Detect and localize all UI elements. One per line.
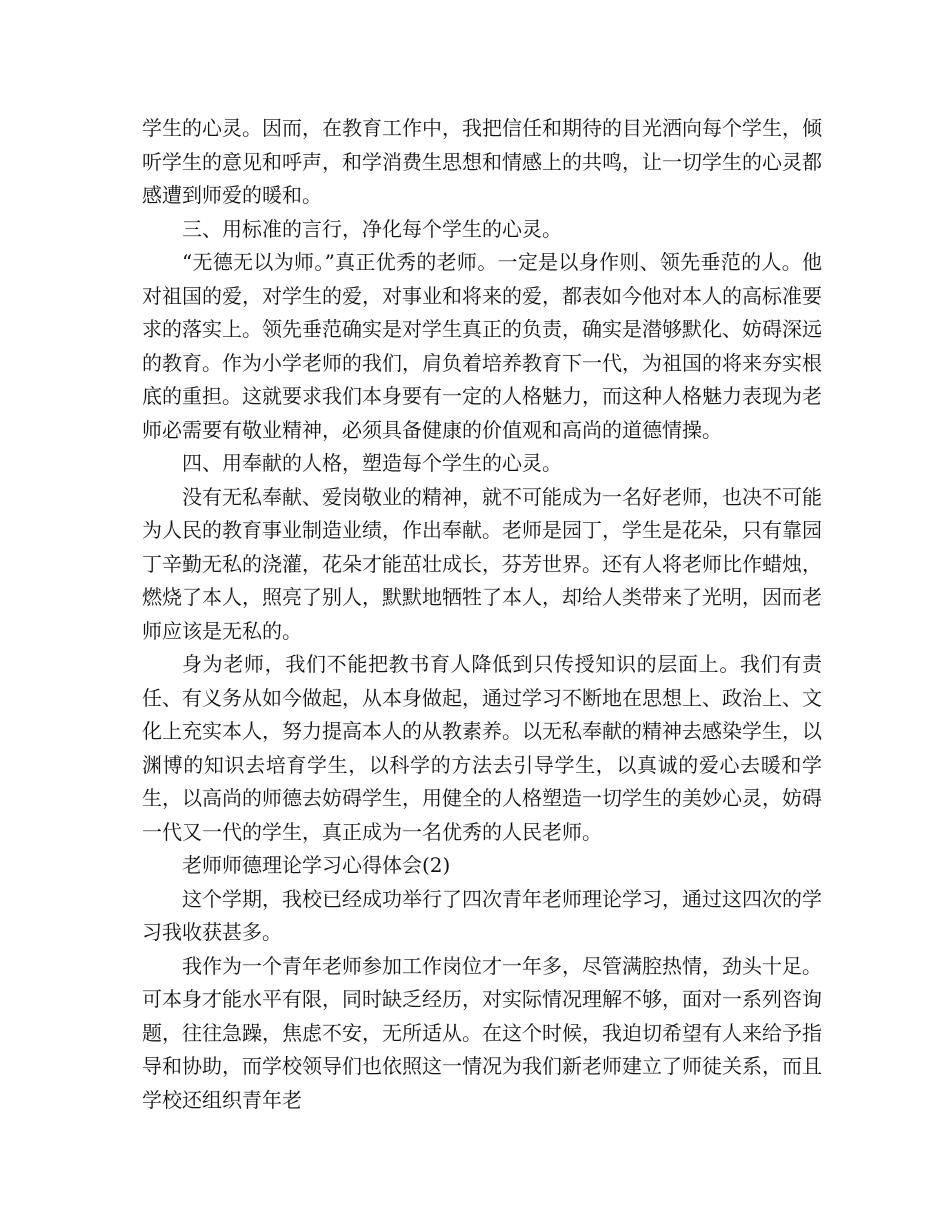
paragraph: “无德无以为师。”真正优秀的老师。一定是以身作则、领先垂范的人。他对祖国的爱，对学生的爱，对事业和将来的爱，都表如今他对本人的高标准要求的落实上。领先垂范确实是对学生真正的负责，确实是潜够默化、妨碍深远的教育。作为小学老师的我们，肩负着培养教育下一代，为祖国的将来夯实根底的重担。这就要求我们本身要有一定的人格魅力，而这种人格魅力表现为老师必需要有敬业精神，必须具备健康的价值观和高尚的道德情操。 [142, 250, 822, 442]
paragraph: 没有无私奉献、爱岗敬业的精神，就不可能成为一名好老师，也决不可能为人民的教育事业制造业绩，作出奉献。老师是园丁，学生是花朵，只有靠园丁辛勤无私的浇灌，花朵才能茁壮成长，芬芳世界。还有人将老师比作蜡烛，燃烧了本人，照亮了别人，默默地牺牲了本人，却给人类带来了光明，因而老师应该是无私的。 [142, 484, 822, 643]
paragraph: 学生的心灵。因而，在教育工作中，我把信任和期待的目光洒向每个学生，倾听学生的意见和呼声，和学消费生思想和情感上的共鸣，让一切学生的心灵都感遭到师爱的暖和。 [142, 116, 822, 207]
section-heading: 三、用标准的言行，净化每个学生的心灵。 [182, 216, 562, 241]
paragraph: 身为老师，我们不能把教书育人降低到只传授知识的层面上。我们有责任、有义务从如今做起，从本身做起，通过学习不断地在思想上、政治上、文化上充实本人，努力提高本人的从教素养。以无私奉献的精神去感染学生，以渊博的知识去培育学生，以科学的方法去引导学生，以真诚的爱心去暖和学生，以高尚的师德去妨碍学生，用健全的人格塑造一切学生的美妙心灵，妨碍一代又一代的学生，真正成为一名优秀的人民老师。 [142, 652, 822, 844]
article-subtitle: 老师师德理论学习心得体会(2) [182, 853, 451, 877]
paragraph: 我作为一个青年老师参加工作岗位才一年多，尽管满腔热情，劲头十足。可本身才能水平有限，同时缺乏经历，对实际情况理解不够，面对一系列咨询题，往往急躁，焦虑不安，无所适从。在这个时候，我迫切希望有人来给予指导和协助，而学校领导们也依照这一情况为我们新老师建立了师徒关系，而且学校还组织青年老 [142, 953, 822, 1112]
section-heading: 四、用奉献的人格，塑造每个学生的心灵。 [182, 451, 562, 475]
document-body [142, 112, 822, 1117]
paragraph: 这个学期，我校已经成功举行了四次青年老师理论学习，通过这四次的学习我收获甚多。 [142, 886, 822, 944]
